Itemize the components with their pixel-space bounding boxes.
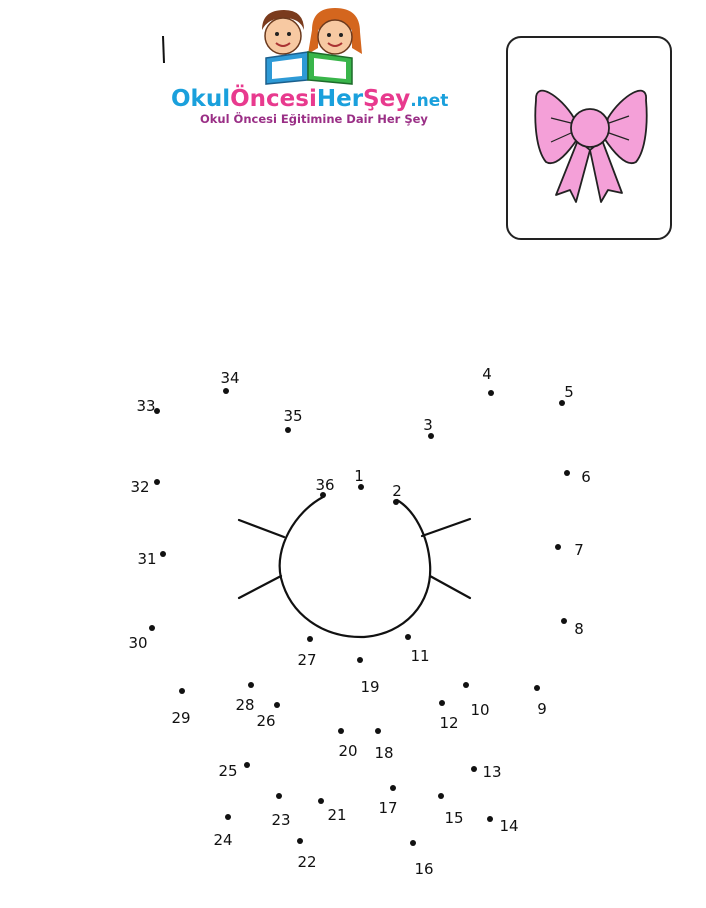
dot-16: [410, 840, 416, 846]
dots-layer: [128, 365, 590, 878]
dot-8: [561, 618, 567, 624]
dot-27: [307, 636, 313, 642]
dot-label-34: 34: [220, 369, 240, 387]
dot-label-17: 17: [378, 799, 398, 817]
dot-23: [276, 793, 282, 799]
dot-label-4: 4: [482, 365, 492, 383]
dot-label-25: 25: [218, 762, 238, 780]
dot-label-8: 8: [574, 620, 584, 638]
dot-13: [471, 766, 477, 772]
dot-9: [534, 685, 540, 691]
dot-label-16: 16: [414, 860, 434, 878]
dot-label-22: 22: [297, 853, 317, 871]
dot-label-29: 29: [171, 709, 191, 727]
dot-label-2: 2: [392, 482, 402, 500]
dot-label-5: 5: [564, 383, 574, 401]
dot-label-10: 10: [470, 701, 490, 719]
dot-12: [439, 700, 445, 706]
dot-label-32: 32: [130, 478, 150, 496]
dot-35: [285, 427, 291, 433]
logo-tagline: Okul Öncesi Eğitimine Dair Her Şey: [200, 112, 428, 126]
dot-label-20: 20: [338, 742, 358, 760]
dot-label-11: 11: [410, 647, 430, 665]
stray-mark: [163, 36, 164, 63]
dot-label-30: 30: [128, 634, 148, 652]
dot-10: [463, 682, 469, 688]
dot-label-21: 21: [327, 806, 347, 824]
dot-label-24: 24: [213, 831, 233, 849]
dot-label-28: 28: [235, 696, 255, 714]
dot-31: [160, 551, 166, 557]
dot-label-3: 3: [423, 416, 433, 434]
dot-26: [274, 702, 280, 708]
dot-19: [357, 657, 363, 663]
dot-14: [487, 816, 493, 822]
dot-label-12: 12: [439, 714, 459, 732]
dot-18: [375, 728, 381, 734]
dot-32: [154, 479, 160, 485]
dot-11: [405, 634, 411, 640]
dot-label-35: 35: [283, 407, 303, 425]
site-logo: [171, 8, 448, 126]
dot-label-6: 6: [581, 468, 591, 486]
logo-wordmark: OkulÖncesiHerŞey.net: [171, 86, 449, 112]
dot-20: [338, 728, 344, 734]
dot-label-13: 13: [482, 763, 502, 781]
dot-label-7: 7: [574, 541, 584, 559]
children-reading-icon: [262, 8, 362, 84]
dot-7: [555, 544, 561, 550]
dot-4: [488, 390, 494, 396]
dot-label-1: 1: [354, 467, 364, 485]
dot-label-36: 36: [315, 476, 335, 494]
dot-label-15: 15: [444, 809, 464, 827]
dot-label-26: 26: [256, 712, 276, 730]
dot-34: [223, 388, 229, 394]
dot-28: [248, 682, 254, 688]
dot-label-23: 23: [271, 811, 291, 829]
dot-15: [438, 793, 444, 799]
dot-label-9: 9: [537, 700, 547, 718]
dot-21: [318, 798, 324, 804]
dot-17: [390, 785, 396, 791]
dot-label-27: 27: [297, 651, 317, 669]
reference-picture-frame: [507, 37, 671, 239]
dot-25: [244, 762, 250, 768]
dot-label-18: 18: [374, 744, 394, 762]
dot-label-14: 14: [499, 817, 519, 835]
dot-label-19: 19: [360, 678, 380, 696]
dot-29: [179, 688, 185, 694]
dot-label-31: 31: [137, 550, 157, 568]
bow-knot-outline: [239, 497, 470, 637]
dot-6: [564, 470, 570, 476]
dot-30: [149, 625, 155, 631]
dot-label-33: 33: [136, 397, 156, 415]
dot-22: [297, 838, 303, 844]
dot-24: [225, 814, 231, 820]
